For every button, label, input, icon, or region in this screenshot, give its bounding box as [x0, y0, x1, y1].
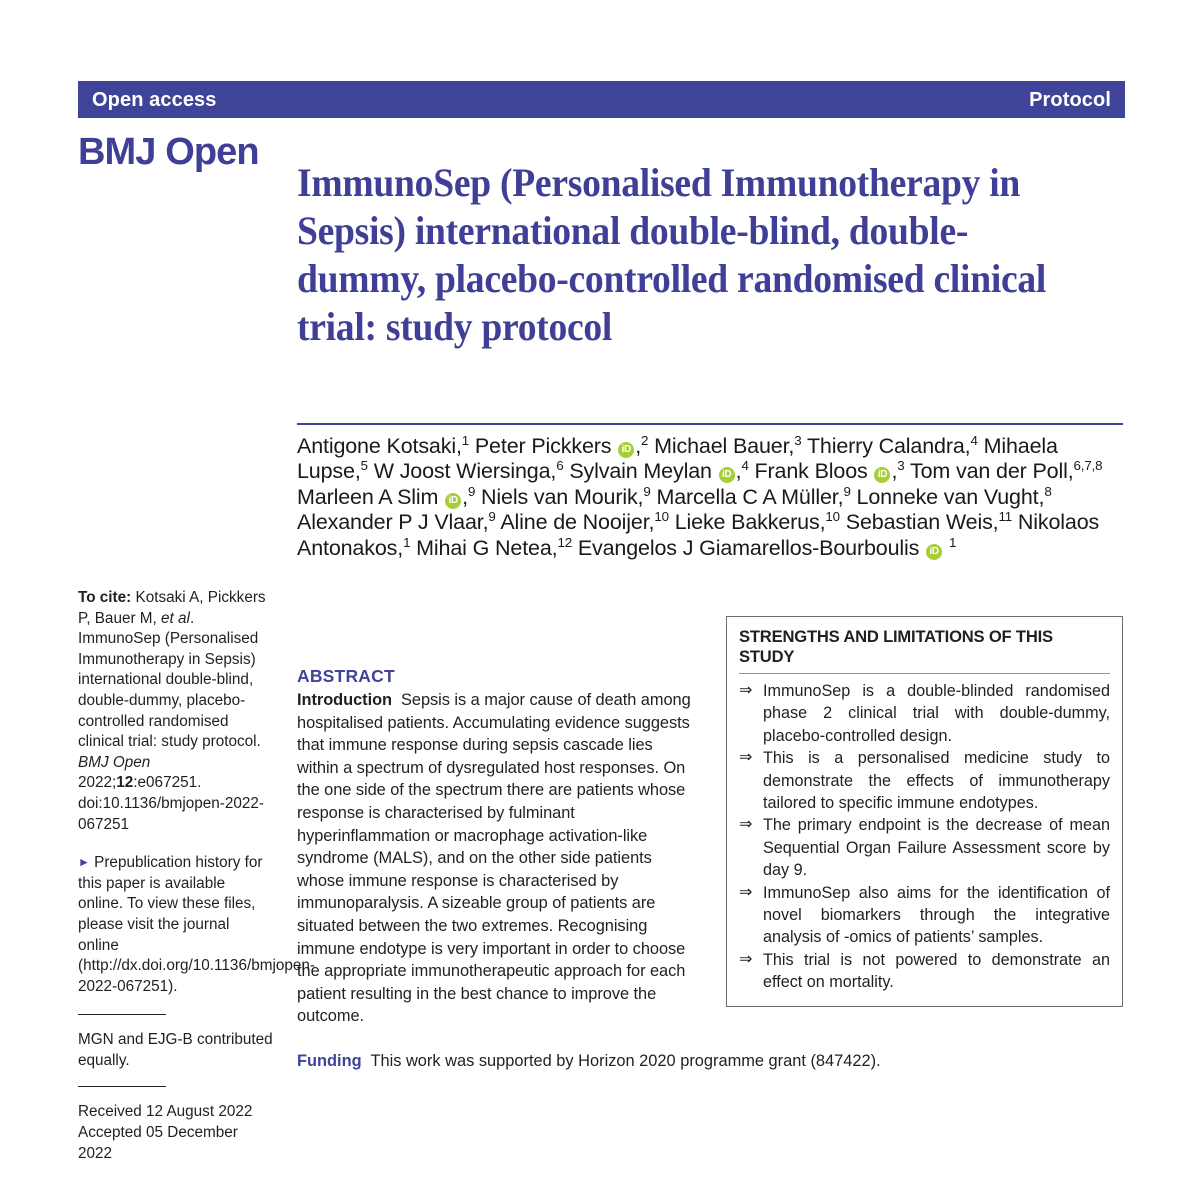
strengths-list — [739, 680, 1110, 994]
double-arrow-icon: ⇒ — [739, 682, 753, 699]
prepublication-history-block[interactable]: ► Prepublication history for this paper is available online. To view these files, please visit the journal online (http://dx.doi.org/10.1136/bmjopen-2022-067251). — [78, 854, 315, 995]
strengths-list-item — [739, 680, 1110, 747]
received-date: Received 12 August 2022 — [78, 1103, 253, 1121]
strengths-item-text: ImmunoSep is a double-blinded randomised phase 2 clinical trial with double-dummy, placebo-controlled design. — [763, 682, 1110, 745]
strengths-list-item — [739, 814, 1110, 881]
page-title: ImmunoSep (Personalised Immunotherapy in Sepsis) international double-blind, double-dummy, placebo-controlled randomised clinical trial: study protocol — [297, 159, 1047, 349]
strengths-list-item — [739, 949, 1110, 994]
sidebar-divider-2 — [78, 1086, 166, 1087]
open-access-header-bar — [78, 81, 1125, 118]
strengths-item-text: This is a personalised medicine study to demonstrate the effects of immunotherapy tailored to specific immune endotypes. — [763, 749, 1110, 813]
strengths-limitations-box — [726, 616, 1123, 1007]
author-list: Antigone Kotsaki,$^1$ Peter Pickkers iD ,$^2$ Michael Bauer,$^3$ Thierry Calandra,$^4$ Mihaela Lupse,$^5$ W Joost Wiersinga,$^6$ Sylvain Meylan iD ,$^4$ Frank Bloos iD ,$^3$ Tom van der Poll,$^{6,7,8}$ Marleen A Slim iD ,$^9$ Niels van Mourik,$^9$ Marcella C A Müller,$^9$ Lonneke van Vught,$^8$ Alexander P J Vlaar,$^9$ Aline de Nooijer,$^{10}$ Lieke Bakkerus,$^{10}$ Sebastian Weis,$^{11}$ Nikolaos Antonakos,$^1$ Mihai G Netea,$^{12}$ Evangelos J Giamarellos-Bourboulis iD $^1$ — [297, 432, 1103, 560]
double-arrow-icon: ⇒ — [739, 883, 753, 901]
double-arrow-icon: ⇒ — [739, 749, 753, 767]
abstract-body-text: Sepsis is a major cause of death among hospitalised patients. Accumulating evidence suggests that immune response during sepsis cascade lies within a spectrum of dysregulated host responses. On the one side of the spectrum there are patients whose response is characterised by fulminant hyperinflammation or macrophage activation-like syndrome (MALS), and on the other side patients whose immune response is characterised by immunoparalysis. A sizeable group of patients are situated between the two extremes. Recognising immune endotype is very important in order to choose the appropriate immunotherapeutic approach for each patient resulting in the best chance to improve the outcome. — [297, 691, 691, 1026]
strengths-list-item — [739, 747, 1110, 814]
strengths-item-text: This trial is not powered to demonstrate an effect on mortality. — [763, 950, 1110, 992]
strengths-item-text: The primary endpoint is the decrease of mean Sequential Organ Failure Assessment score by day 9. — [763, 816, 1110, 880]
abstract-introduction-paragraph — [297, 689, 693, 1028]
funding-label: Funding — [297, 1052, 362, 1070]
double-arrow-icon: ⇒ — [739, 816, 753, 834]
citation-block: To cite: Kotsaki A, Pickkers P, Bauer M, et al. ImmunoSep (Personalised Immunotherapy in Sepsis) international double-blind, double-dummy, placebo-controlled randomised clinical trial: study protocol. BMJ Open 2022;12:e067251. doi:10.1136/bmjopen-2022-067251 — [78, 589, 266, 833]
abstract-section — [297, 666, 693, 1028]
sidebar-metadata — [78, 588, 315, 1164]
strengths-list-item — [739, 882, 1110, 949]
abstract-heading: ABSTRACT — [297, 666, 395, 686]
sidebar-divider-1 — [78, 1014, 166, 1015]
strengths-box-heading: STRENGTHS AND LIMITATIONS OF THIS STUDY — [739, 627, 1053, 666]
funding-text: This work was supported by Horizon 2020 programme grant (847422). — [370, 1052, 881, 1070]
equal-contribution-note: MGN and EJG-B contributed equally. — [78, 1031, 273, 1069]
strengths-item-text: ImmunoSep also aims for the identification of novel biomarkers through the integrative analysis of -omics of patients’ samples. — [763, 883, 1110, 947]
abstract-subheading: Introduction — [297, 691, 392, 709]
open-access-label: Open access — [92, 88, 217, 111]
funding-statement — [297, 1050, 1123, 1072]
authors-divider — [297, 423, 1123, 425]
double-arrow-icon: ⇒ — [739, 950, 753, 968]
strengths-box-divider — [739, 673, 1110, 674]
article-type-label: Protocol — [1029, 88, 1111, 111]
journal-logo: BMJ Open — [78, 131, 259, 173]
accepted-date: Accepted 05 December 2022 — [78, 1124, 238, 1162]
